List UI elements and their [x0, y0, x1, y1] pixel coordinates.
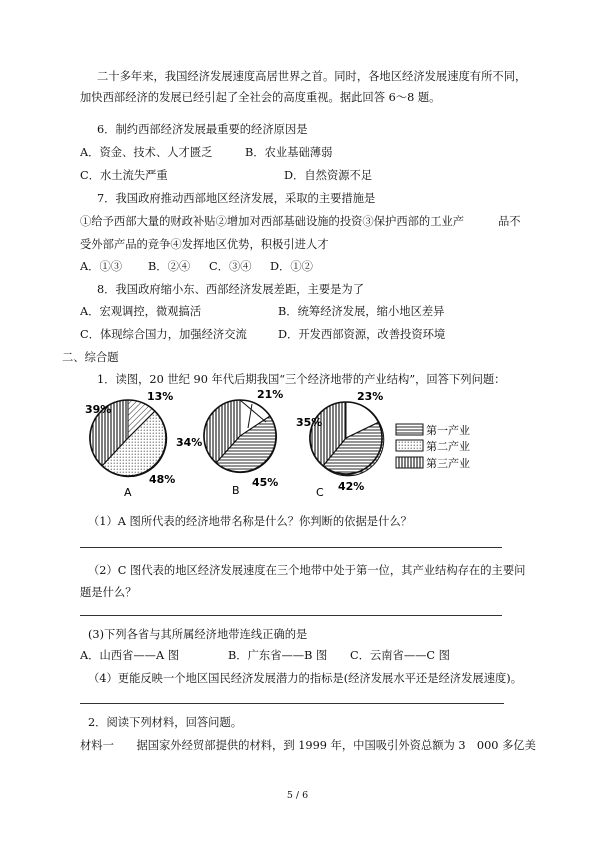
- q7-option-d: D．①②: [270, 260, 313, 273]
- legend-label-primary: 第一产业: [426, 424, 470, 437]
- q6-option-d: D．自然资源不足: [284, 169, 373, 182]
- q1-stem: 1．读图，20 世纪 90 年代后期我国“三个经济地带的产业结构”，回答下列问题：: [97, 373, 506, 386]
- q1-sub2-line-2: 题是什么？: [80, 586, 137, 599]
- answer-line-1: [80, 547, 502, 548]
- q6-option-b: B．农业基础薄弱: [245, 146, 333, 159]
- q7-choices-line-2: 受外部产品的竞争④发挥地区优势，积极引进人才: [80, 238, 329, 251]
- q7-stem: 7．我国政府推动西部地区经济发展，采取的主要措施是: [97, 192, 376, 205]
- q7-choices-line-1: ①给予西部大量的财政补贴②增加对西部基础设施的投资③保护西部的工业产 品不: [80, 215, 521, 228]
- q1-sub3-option-a: A．山西省——A 图: [80, 649, 179, 662]
- q1-sub3-option-c: C．云南省——C 图: [350, 649, 450, 662]
- q8-option-c: C．体现综合国力，加强经济交流: [80, 328, 247, 341]
- legend-swatch-secondary: [396, 440, 423, 451]
- pie-c-label-35: 35%: [296, 416, 323, 429]
- q1-sub1: （1）A 图所代表的经济地带名称是什么？你判断的依据是什么？: [88, 515, 412, 528]
- q1-sub3-option-b: B．广东省——B 图: [228, 649, 328, 662]
- pie-c-label-42: 42%: [338, 480, 365, 493]
- pie-chart-a: [85, 390, 175, 499]
- legend-swatch-primary: [396, 424, 423, 435]
- q1-sub3: (3)下列各省与其所属经济地带连线正确的是: [88, 628, 308, 641]
- intro-line-1: 二十多年来，我国经济发展速度高居世界之首。同时，各地区经济发展速度有所不同，: [97, 70, 527, 83]
- industry-structure-pie-charts: [80, 384, 490, 506]
- q7-option-c: C．③④: [209, 260, 252, 273]
- pie-chart-b: [176, 388, 283, 497]
- pie-a-name: A: [124, 486, 132, 499]
- pie-b-label-34: 34%: [176, 436, 203, 449]
- page-number: 5 / 6: [286, 790, 309, 801]
- q2-material-1: 材料一 据国家外经贸部提供的材料，到 1999 年，中国吸引外资总额为 3 000 多亿美: [80, 739, 536, 752]
- legend-label-secondary: 第二产业: [426, 440, 470, 453]
- q1-sub4: （4）更能反映一个地区国民经济发展潜力的指标是(经济发展水平还是经济发展速度)。: [88, 672, 522, 685]
- pie-c-label-23: 23%: [357, 390, 384, 403]
- q2-stem: 2．阅读下列材料，回答问题。: [88, 716, 243, 729]
- q8-stem: 8．我国政府缩小东、西部经济发展差距，主要是为了: [97, 283, 365, 296]
- pie-chart-c: [296, 390, 384, 499]
- pie-a-label-13: 13%: [147, 390, 174, 403]
- q8-option-a: A．宏观调控，微观搞活: [80, 305, 202, 318]
- pie-a-label-39: 39%: [85, 403, 112, 416]
- section-title: 二、综合题: [62, 351, 119, 364]
- q6-option-a: A．资金、技术、人才匮乏: [80, 146, 213, 159]
- q7-option-b: B．②④: [148, 260, 191, 273]
- pie-b-label-21: 21%: [257, 388, 284, 401]
- pie-a-label-48: 48%: [149, 473, 176, 486]
- legend-swatch-tertiary: [396, 457, 423, 468]
- answer-line-3: [80, 703, 504, 704]
- pie-c-name: C: [316, 486, 324, 499]
- q6-stem: 6．制约西部经济发展最重要的经济原因是: [97, 123, 308, 136]
- q7-option-a: A．①③: [80, 260, 123, 273]
- q6-option-c: C．水土流失严重: [80, 169, 168, 182]
- q1-sub2-line-1: （2）C 图代表的地区经济发展速度在三个地带中处于第一位，其产业结构存在的主要问: [88, 564, 526, 577]
- chart-legend: [396, 423, 470, 470]
- legend-label-tertiary: 第三产业: [426, 457, 470, 470]
- q8-option-b: B．统筹经济发展，缩小地区差异: [278, 305, 445, 318]
- pie-b-name: B: [232, 484, 240, 497]
- answer-line-2: [80, 615, 502, 616]
- intro-line-2: 加快西部经济的发展已经引起了全社会的高度重视。据此回答 6～8 题。: [80, 91, 441, 104]
- pie-b-label-45: 45%: [252, 476, 279, 489]
- q8-option-d: D．开发西部资源，改善投资环境: [278, 328, 446, 341]
